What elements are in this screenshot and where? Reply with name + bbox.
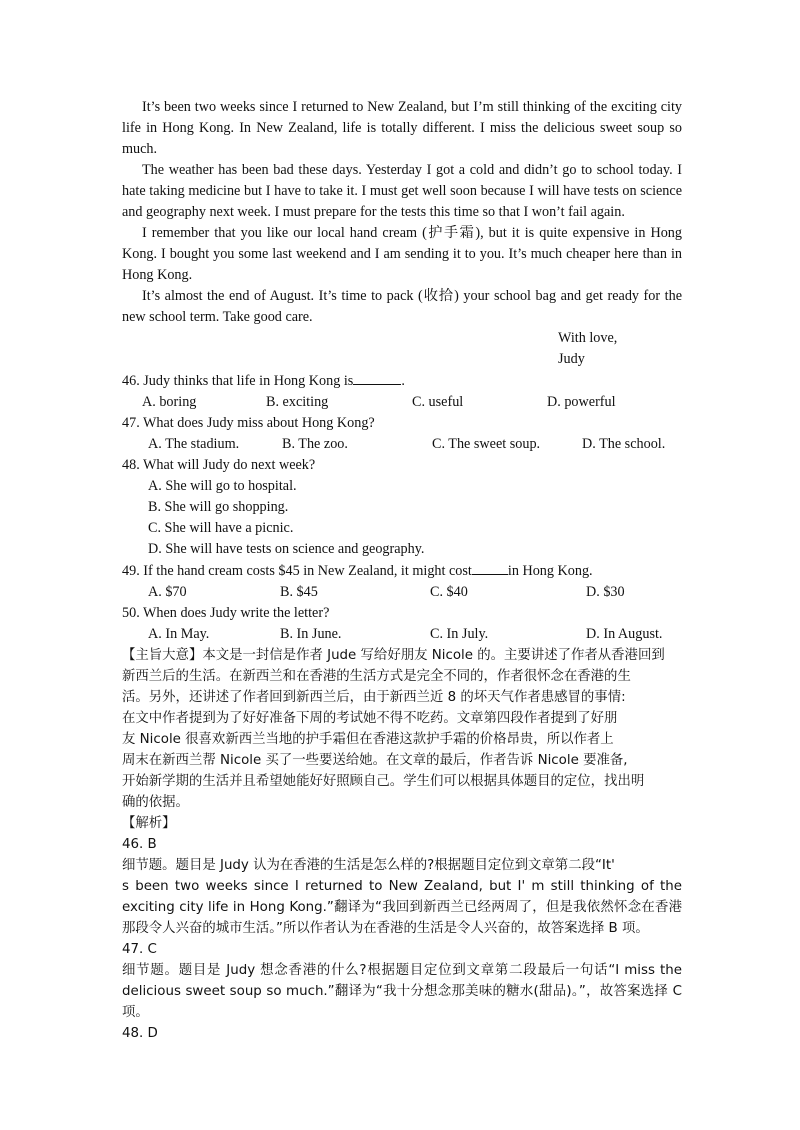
analysis-section	[122, 645, 682, 1044]
option-c: C. useful	[412, 394, 464, 410]
letter-closing: With love,	[558, 330, 618, 346]
option-c: C. The sweet soup.	[432, 436, 541, 452]
options-row	[122, 392, 682, 413]
analysis-heading: 【解析】	[122, 816, 176, 831]
question-46	[122, 370, 682, 413]
letter-paragraph-3: I remember that you like our local hand cream (护手霜), but it is quite expensive in Hong Kong. I bought you some last weekend and I am sending it to you. It’s much cheaper here than in Hong Kong.	[122, 225, 682, 283]
option-a: A. In May.	[148, 626, 210, 642]
options-row	[122, 434, 682, 455]
summary-line: 确的依据。	[122, 795, 189, 810]
option-b: B. $45	[280, 584, 318, 600]
answer-47-label: 47. C	[122, 942, 157, 957]
answer-48-label: 48. D	[122, 1026, 158, 1041]
option-a: A. The stadium.	[148, 436, 240, 452]
document-content	[122, 97, 682, 1044]
option-a: A. She will go to hospital.	[148, 478, 297, 494]
answer-blank	[472, 560, 508, 575]
option-c: C. In July.	[430, 626, 489, 642]
question-stem: 46. Judy thinks that life in Hong Kong is	[122, 373, 354, 389]
option-c: C. She will have a picnic.	[148, 520, 294, 536]
option-b: B. The zoo.	[282, 436, 348, 452]
question-stem: 49. If the hand cream costs $45 in New Zealand, it might cost	[122, 563, 472, 579]
summary-line: 活。另外，还讲述了作者回到新西兰后，由于新西兰近 8 的坏天气作者患感冒的事情:	[122, 690, 626, 705]
question-stem-after: .	[401, 373, 405, 389]
question-stem: 47. What does Judy miss about Hong Kong?	[122, 415, 375, 431]
question-stem-after: in Hong Kong.	[507, 563, 593, 579]
question-47	[122, 413, 682, 455]
question-48	[122, 455, 682, 560]
answer-46-explanation: s been two weeks since I returned to New Zealand, but I' m still thinking of the exciting city life in Hong Kong.”翻译为“我回到新西兰已经两周了，但是我依然怀念在香港那段令人兴奋的城市生活。”所以作者认为在香港的生活是令人兴奋的，故答案选择 B 项。	[122, 879, 682, 936]
option-d: D. The school.	[582, 436, 666, 452]
option-b: B. exciting	[266, 394, 329, 410]
question-50	[122, 603, 682, 645]
option-d: D. powerful	[547, 394, 616, 410]
letter-paragraph-1: It’s been two weeks since I returned to New Zealand, but I’m still thinking of the exciting city life in Hong Kong. In New Zealand, life is totally different. I miss the delicious sweet soup so much.	[122, 99, 682, 157]
answer-47-explanation: 细节题。题目是 Judy 想念香港的什么?根据题目定位到文章第二段最后一句话“I miss the delicious sweet soup so much.”翻译为“我十分想念那美味的糖水(甜品)。”，故答案选择 C 项。	[122, 963, 682, 1020]
question-49	[122, 560, 682, 603]
answer-blank	[353, 370, 401, 385]
answer-46-label: 46. B	[122, 837, 157, 852]
answer-46-line: 细节题。题目是 Judy 认为在香港的生活是怎么样的?根据题目定位到文章第二段“It'	[122, 858, 615, 873]
summary-line: 友 Nicole 很喜欢新西兰当地的护手霜但在香港这款护手霜的价格昂贵，所以作者上	[122, 732, 614, 747]
letter-paragraph-4: It’s almost the end of August. It’s time to pack (收拾) your school bag and get ready for the new school term. Take good care.	[122, 288, 682, 325]
summary-line: 开始新学期的生活并且希望她能好好照顾自己。学生们可以根据具体题目的定位，找出明	[122, 774, 645, 789]
summary-line: 【主旨大意】本文是一封信是作者 Jude 写给好朋友 Nicole 的。主要讲述了作者从香港回到	[122, 648, 665, 663]
letter-paragraph-2: The weather has been bad these days. Yesterday I got a cold and didn’t go to school today. I hate taking medicine but I have to take it. I must get well soon because I will have tests on science and geography next week. I must prepare for the tests this time so that I won’t fail again.	[122, 162, 682, 220]
option-b: B. In June.	[280, 626, 342, 642]
option-d: D. $30	[586, 584, 625, 600]
options-row	[122, 582, 682, 603]
summary-line: 周末在新西兰帮 Nicole 买了一些要送给她。在文章的最后，作者告诉 Nicole 要准备,	[122, 753, 628, 768]
summary-line: 新西兰后的生活。在新西兰和在香港的生活方式是完全不同的，作者很怀念在香港的生	[122, 669, 631, 684]
option-d: D. In August.	[586, 626, 663, 642]
letter-signature: Judy	[558, 351, 585, 367]
options-row	[122, 624, 682, 645]
option-c: C. $40	[430, 584, 468, 600]
option-a: A. boring	[142, 394, 197, 410]
option-a: A. $70	[148, 584, 187, 600]
question-stem: 48. What will Judy do next week?	[122, 457, 316, 473]
letter	[122, 97, 682, 370]
summary-line: 在文中作者提到为了好好准备下周的考试她不得不吃药。文章第四段作者提到了好朋	[122, 711, 618, 726]
option-d: D. She will have tests on science and geography.	[148, 541, 425, 557]
summary	[122, 645, 682, 813]
question-stem: 50. When does Judy write the letter?	[122, 605, 330, 621]
option-b: B. She will go shopping.	[148, 499, 289, 515]
